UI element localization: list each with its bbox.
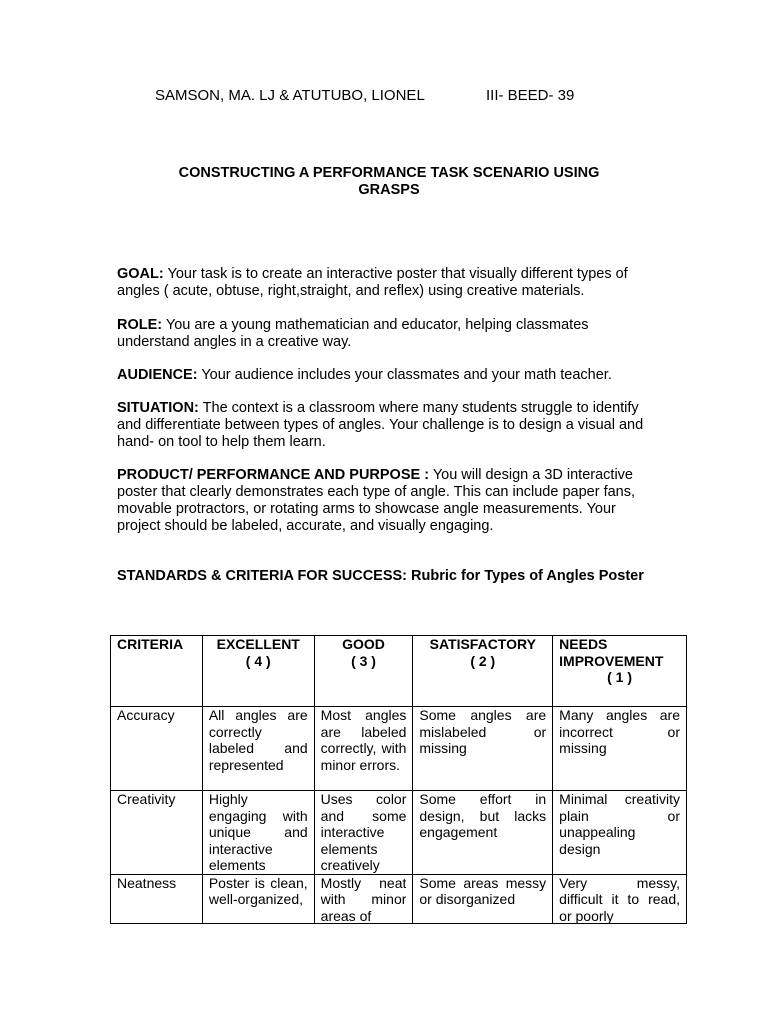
header-good-label: GOOD (342, 636, 385, 652)
header-excellent (202, 636, 314, 707)
audience-text: Your audience includes your classmates and your math teacher. (197, 367, 612, 383)
criteria-cell (111, 874, 203, 923)
title-line-2: GRASPS (358, 182, 420, 198)
authors-text: SAMSON, MA. LJ & ATUTUBO, LIONEL (155, 87, 425, 104)
document-header (155, 87, 575, 104)
situation-label: SITUATION: (117, 400, 199, 416)
title-line-1: CONSTRUCTING A PERFORMANCE TASK SCENARIO USING (178, 165, 600, 181)
role-text: You are a young mathematician and educator, helping classmates understand angles in a creative way. (117, 317, 589, 350)
good-text: Mostly neat with minor areas of (320, 874, 407, 923)
table-row (111, 791, 687, 875)
header-criteria-label: CRITERIA (117, 636, 184, 652)
rubric-table (110, 635, 687, 924)
header-satisfactory (413, 636, 553, 707)
header-needs-label: NEEDS IMPROVEMENT (559, 636, 664, 669)
role-label: ROLE: (117, 317, 163, 333)
header-good (314, 636, 413, 707)
standards-heading: STANDARDS & CRITERIA FOR SUCCESS: Rubric for Types of Angles Poster (117, 568, 644, 584)
satisfactory-cell: Some angles are mislabeled or missing (413, 707, 553, 791)
rubric-header-row (111, 636, 687, 707)
header-satisfactory-label: SATISFACTORY (429, 636, 536, 652)
header-excellent-score: ( 4 ) (245, 652, 271, 669)
header-criteria (111, 636, 203, 707)
good-cell: Uses color and some interactive elements creatively (314, 791, 413, 875)
excellent-cell (202, 874, 314, 923)
header-good-score: ( 3 ) (351, 652, 376, 669)
audience-label: AUDIENCE: (117, 367, 198, 383)
audience-paragraph (117, 367, 657, 384)
satisfactory-cell (413, 874, 553, 923)
table-row (111, 707, 687, 791)
needs-text: Very messy, difficult it to read, or poorly (559, 874, 680, 923)
header-needs-improvement (553, 636, 687, 707)
header-needs-score: ( 1 ) (607, 669, 633, 685)
table-row (111, 874, 687, 923)
criteria-cell: Accuracy (111, 707, 203, 791)
excellent-cell: Highly engaging with unique and interactive elements (202, 791, 314, 875)
role-paragraph (117, 317, 657, 351)
needs-cell: Minimal creativity plain or unappealing design (553, 791, 687, 875)
product-paragraph (117, 467, 657, 535)
section-code: III- BEED- 39 (486, 87, 575, 104)
product-label: PRODUCT/ PERFORMANCE AND PURPOSE : (117, 467, 430, 483)
satisfactory-text: Some areas messy or disorganized (419, 874, 547, 907)
header-satisfactory-score: ( 2 ) (470, 652, 496, 669)
good-cell (314, 874, 413, 923)
goal-paragraph (117, 266, 657, 300)
situation-paragraph (117, 400, 657, 451)
header-excellent-label: EXCELLENT (216, 636, 300, 652)
needs-cell: Many angles are incorrect or missing (553, 707, 687, 791)
situation-text: The context is a classroom where many students struggle to identify and differentiate between types of angles. Your challenge is to design a visual and hand- on tool to help them learn. (117, 400, 644, 450)
excellent-cell: All angles are correctly labeled and represented (202, 707, 314, 791)
good-cell: Most angles are labeled correctly, with minor errors. (314, 707, 413, 791)
criteria-cell: Creativity (111, 791, 203, 875)
goal-text: Your task is to create an interactive poster that visually different types of angles ( acute, obtuse, right,straight, and reflex) using creative materials. (117, 266, 628, 299)
criteria-text: Neatness (117, 874, 177, 891)
document-title (110, 165, 668, 199)
excellent-text: Poster is clean, well-organized, (208, 874, 308, 907)
needs-cell (553, 874, 687, 923)
product-text: You will design a 3D interactive poster that clearly demonstrates each type of angle. This can include paper fans, movable protractors, or rotating arms to showcase angle measurements. Your project should be labeled, accurate, and visually engaging. (117, 467, 636, 534)
satisfactory-cell: Some effort in design, but lacks engagement (413, 791, 553, 875)
goal-label: GOAL: (117, 266, 164, 282)
